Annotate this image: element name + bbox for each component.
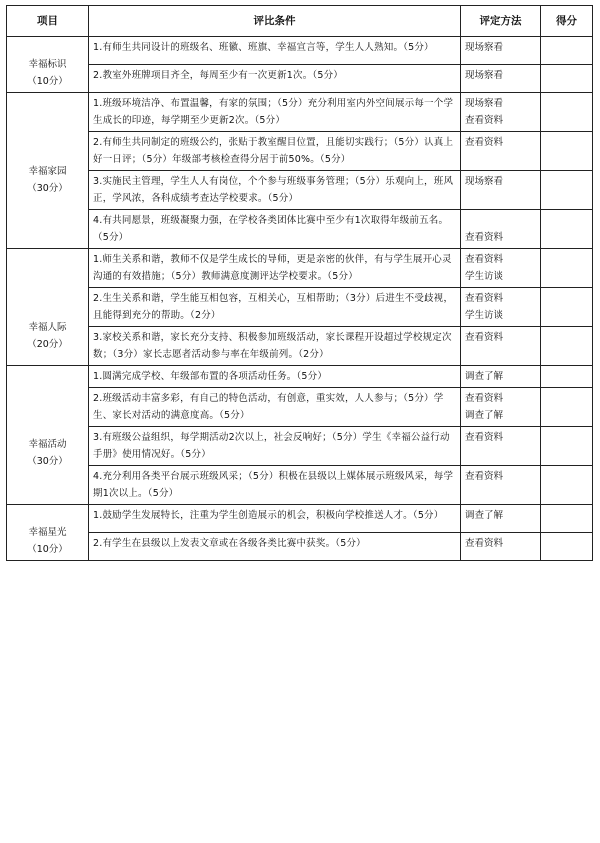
score-cell[interactable] bbox=[541, 288, 593, 327]
criteria-cell: 1.圆满完成学校、年级部布置的各项活动任务。（5分） bbox=[89, 366, 461, 388]
method-cell bbox=[461, 132, 541, 171]
method-label: 查看资料 bbox=[465, 115, 504, 126]
criteria-cell: 1.鼓励学生发展特长，注重为学生创造展示的机会，积极向学校推送人才。（5分） bbox=[89, 505, 461, 533]
method-label: 查看资料 bbox=[465, 137, 504, 148]
table-row bbox=[7, 210, 593, 249]
criteria-cell: 3.实施民主管理，学生人人有岗位，个个参与班级事务管理；（5分）乐观向上，班风正，学风浓，各科成绩考查达学校要求。（5分） bbox=[89, 171, 461, 210]
method-label: 现场察看 bbox=[465, 42, 504, 53]
table-row bbox=[7, 249, 593, 288]
table-row bbox=[7, 171, 593, 210]
method-label: 学生访谈 bbox=[465, 310, 504, 321]
criteria-cell: 1.有师生共同设计的班级名、班徽、班旗、幸福宣言等，学生人人熟知。（5分） bbox=[89, 37, 461, 65]
method-label: 现场察看 bbox=[465, 98, 504, 109]
category-points: （30分） bbox=[27, 456, 68, 467]
criteria-cell: 3.有班级公益组织，每学期活动2次以上，社会反响好；（5分）学生《幸福公益行动手册》使用情况好。（5分） bbox=[89, 427, 461, 466]
method-cell bbox=[461, 65, 541, 93]
score-cell[interactable] bbox=[541, 327, 593, 366]
table-row bbox=[7, 65, 593, 93]
category-cell bbox=[7, 249, 89, 366]
header-row bbox=[7, 6, 593, 37]
table-row bbox=[7, 533, 593, 561]
score-cell[interactable] bbox=[541, 210, 593, 249]
method-label: 查看资料 bbox=[465, 254, 504, 265]
method-cell bbox=[461, 466, 541, 505]
method-cell bbox=[461, 288, 541, 327]
header-criteria: 评比条件 bbox=[89, 6, 461, 37]
score-cell[interactable] bbox=[541, 93, 593, 132]
table-row bbox=[7, 388, 593, 427]
table-row bbox=[7, 427, 593, 466]
category-name: 幸福星光 bbox=[28, 527, 67, 538]
category-name: 幸福标识 bbox=[28, 59, 67, 70]
method-label: 查看资料 bbox=[465, 432, 504, 443]
score-cell[interactable] bbox=[541, 466, 593, 505]
category-cell bbox=[7, 366, 89, 505]
method-label: 查看资料 bbox=[465, 232, 504, 243]
table-row bbox=[7, 466, 593, 505]
table-row bbox=[7, 93, 593, 132]
table-row bbox=[7, 327, 593, 366]
score-cell[interactable] bbox=[541, 388, 593, 427]
method-cell bbox=[461, 505, 541, 533]
method-cell bbox=[461, 93, 541, 132]
criteria-cell: 4.有共同愿景，班级凝聚力强，在学校各类团体比赛中至少有1次取得年级前五名。（5分） bbox=[89, 210, 461, 249]
method-label: 现场察看 bbox=[465, 176, 504, 187]
score-cell[interactable] bbox=[541, 533, 593, 561]
method-cell bbox=[461, 327, 541, 366]
score-cell[interactable] bbox=[541, 65, 593, 93]
category-points: （10分） bbox=[27, 544, 68, 555]
method-cell bbox=[461, 249, 541, 288]
category-points: （20分） bbox=[27, 339, 68, 350]
method-label: 查看资料 bbox=[465, 538, 504, 549]
method-label: 学生访谈 bbox=[465, 271, 504, 282]
criteria-cell: 2.有师生共同制定的班级公约，张贴于教室醒目位置，且能切实践行；（5分）认真上好一日评；（5分）年级部考核检查得分居于前50%。（5分） bbox=[89, 132, 461, 171]
table-row bbox=[7, 132, 593, 171]
category-cell bbox=[7, 93, 89, 249]
category-cell bbox=[7, 505, 89, 561]
method-label: 查看资料 bbox=[465, 393, 504, 404]
method-label: 查看资料 bbox=[465, 332, 504, 343]
score-cell[interactable] bbox=[541, 505, 593, 533]
criteria-cell: 1.师生关系和谐，教师不仅是学生成长的导师，更是亲密的伙伴，有与学生展开心灵沟通的有效措施；（5分）教师满意度测评达学校要求。（5分） bbox=[89, 249, 461, 288]
method-label: 查看资料 bbox=[465, 293, 504, 304]
method-cell bbox=[461, 533, 541, 561]
score-cell[interactable] bbox=[541, 132, 593, 171]
method-label: 查看资料 bbox=[465, 471, 504, 482]
table-row bbox=[7, 366, 593, 388]
score-cell[interactable] bbox=[541, 249, 593, 288]
score-cell[interactable] bbox=[541, 366, 593, 388]
method-label: 调查了解 bbox=[465, 410, 504, 421]
criteria-cell: 1.班级环境洁净、布置温馨，有家的氛围；（5分）充分利用室内外空间展示每一个学生成长的印迹，每学期至少更新2次。（5分） bbox=[89, 93, 461, 132]
table-row bbox=[7, 505, 593, 533]
method-cell bbox=[461, 171, 541, 210]
category-points: （30分） bbox=[27, 183, 68, 194]
table-row bbox=[7, 288, 593, 327]
method-cell bbox=[461, 366, 541, 388]
evaluation-sheet bbox=[6, 5, 592, 561]
category-name: 幸福人际 bbox=[28, 322, 67, 333]
criteria-cell: 2.生生关系和谐，学生能互相包容，互相关心，互相帮助；（3分）后进生不受歧视，且能得到充分的帮助。（2分） bbox=[89, 288, 461, 327]
header-method: 评定方法 bbox=[461, 6, 541, 37]
evaluation-table bbox=[6, 5, 593, 561]
category-cell bbox=[7, 37, 89, 93]
score-cell[interactable] bbox=[541, 427, 593, 466]
score-cell[interactable] bbox=[541, 37, 593, 65]
method-label: 现场察看 bbox=[465, 70, 504, 81]
criteria-cell: 2.教室外班牌项目齐全，每周至少有一次更新1次。（5分） bbox=[89, 65, 461, 93]
header-score: 得分 bbox=[541, 6, 593, 37]
method-cell bbox=[461, 388, 541, 427]
criteria-cell: 2.班级活动丰富多彩，有自己的特色活动，有创意，重实效，人人参与；（5分）学生、家长对活动的满意度高。（5分） bbox=[89, 388, 461, 427]
criteria-cell: 3.家校关系和谐，家长充分支持、积极参加班级活动，家长课程开设超过学校规定次数；（3分）家长志愿者活动参与率在年级前列。（2分） bbox=[89, 327, 461, 366]
table-row bbox=[7, 37, 593, 65]
criteria-cell: 4.充分利用各类平台展示班级风采；（5分）积极在县级以上媒体展示班级风采，每学期1次以上。（5分） bbox=[89, 466, 461, 505]
category-points: （10分） bbox=[27, 76, 68, 87]
method-label: 调查了解 bbox=[465, 371, 504, 382]
method-cell bbox=[461, 427, 541, 466]
criteria-cell: 2.有学生在县级以上发表文章或在各级各类比赛中获奖。（5分） bbox=[89, 533, 461, 561]
category-name: 幸福家园 bbox=[28, 166, 67, 177]
header-item: 项目 bbox=[7, 6, 89, 37]
method-label: 调查了解 bbox=[465, 510, 504, 521]
method-cell bbox=[461, 210, 541, 249]
method-cell bbox=[461, 37, 541, 65]
category-name: 幸福活动 bbox=[28, 439, 67, 450]
score-cell[interactable] bbox=[541, 171, 593, 210]
